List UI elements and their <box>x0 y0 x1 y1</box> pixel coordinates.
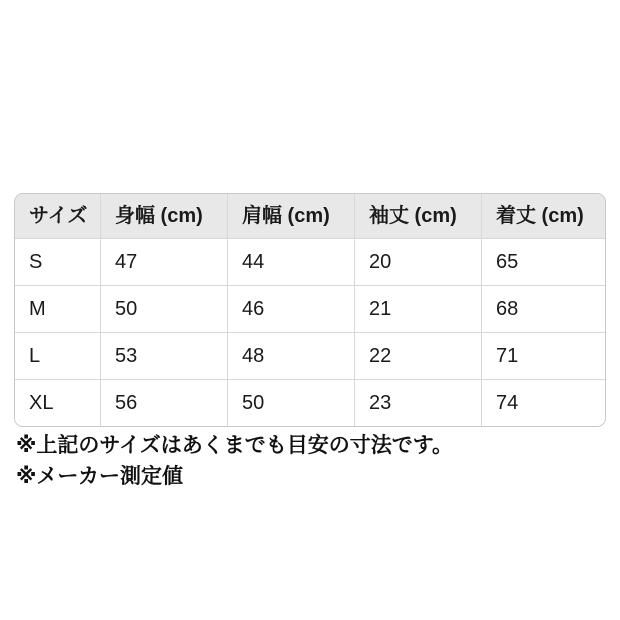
body-width-value: 47 <box>100 238 227 285</box>
garment-length-value: 74 <box>481 379 605 426</box>
size-label: S <box>15 238 100 285</box>
header-body-width: 身幅 (cm) <box>100 194 227 238</box>
size-chart-table-container <box>14 193 606 427</box>
body-width-value: 53 <box>100 332 227 379</box>
garment-length-value: 68 <box>481 285 605 332</box>
size-label: L <box>15 332 100 379</box>
garment-length-value: 65 <box>481 238 605 285</box>
shoulder-width-value: 50 <box>227 379 354 426</box>
table-row-m <box>15 285 605 332</box>
shoulder-width-value: 46 <box>227 285 354 332</box>
footnote-disclaimer: ※上記のサイズはあくまでも目安の寸法です。 <box>16 434 454 457</box>
table-row-s <box>15 238 605 285</box>
table-header-row <box>15 194 605 238</box>
header-size: サイズ <box>15 194 100 238</box>
sleeve-length-value: 21 <box>354 285 481 332</box>
size-label: XL <box>15 379 100 426</box>
size-label: M <box>15 285 100 332</box>
sleeve-length-value: 23 <box>354 379 481 426</box>
table-row-l <box>15 332 605 379</box>
shoulder-width-value: 44 <box>227 238 354 285</box>
footnotes <box>16 430 606 492</box>
body-width-value: 56 <box>100 379 227 426</box>
footnote-manufacturer: ※メーカー測定値 <box>16 465 183 488</box>
header-sleeve-length: 袖丈 (cm) <box>354 194 481 238</box>
garment-length-value: 71 <box>481 332 605 379</box>
size-chart-table <box>15 194 605 426</box>
sleeve-length-value: 20 <box>354 238 481 285</box>
header-garment-length: 着丈 (cm) <box>481 194 605 238</box>
shoulder-width-value: 48 <box>227 332 354 379</box>
header-shoulder-width: 肩幅 (cm) <box>227 194 354 238</box>
table-row-xl <box>15 379 605 426</box>
sleeve-length-value: 22 <box>354 332 481 379</box>
body-width-value: 50 <box>100 285 227 332</box>
